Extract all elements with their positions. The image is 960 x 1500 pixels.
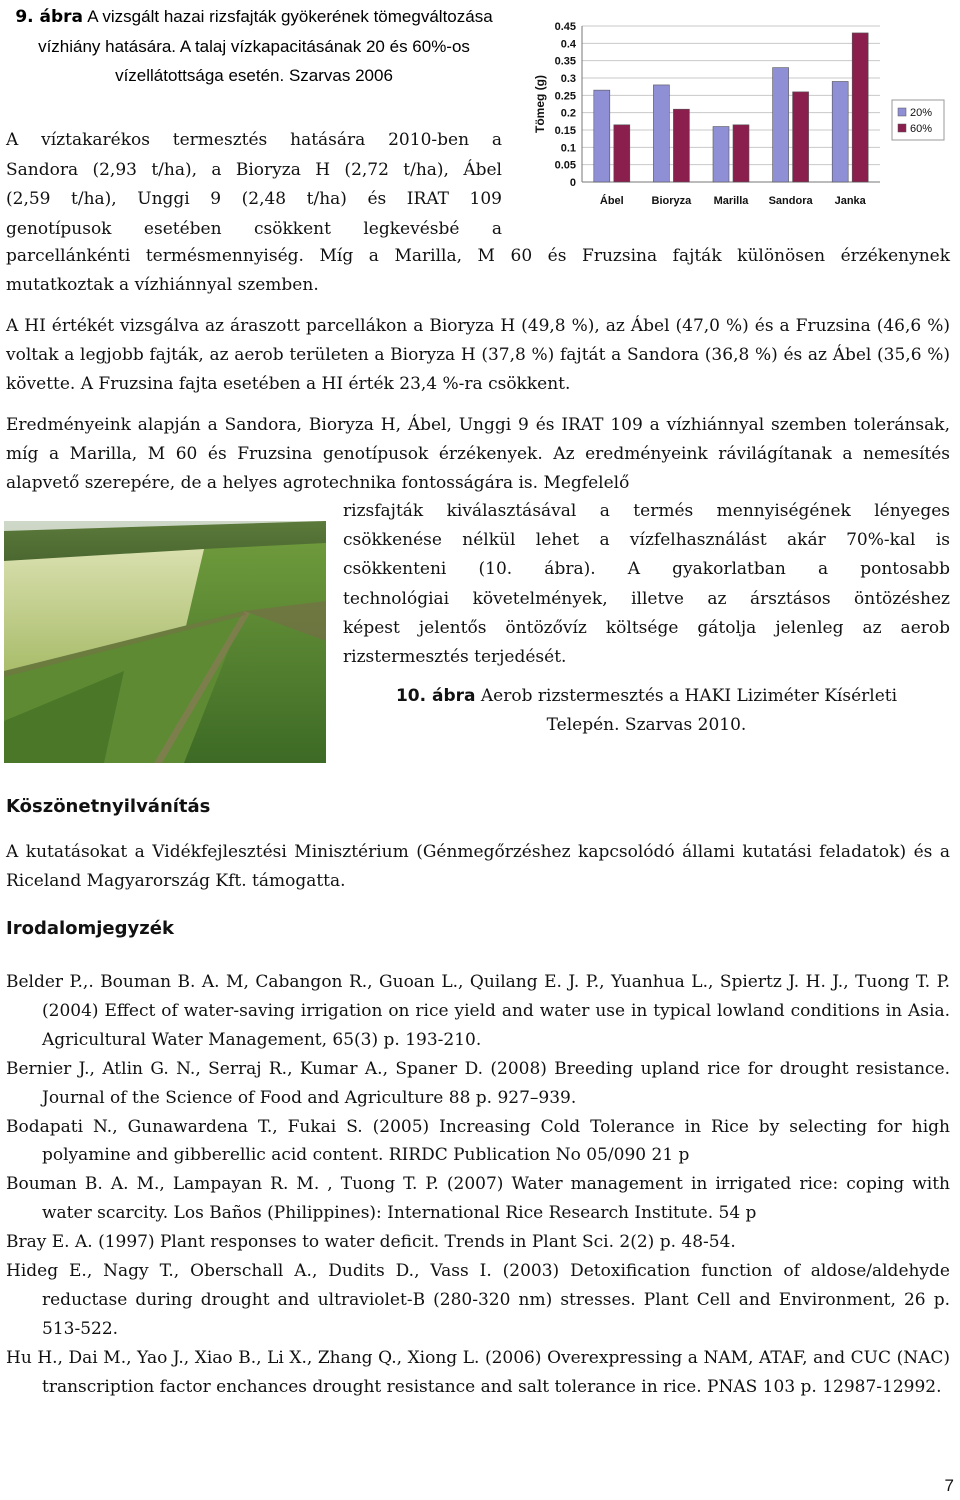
rice-field-photo [4,521,326,763]
bar [713,127,729,182]
legend-swatch [898,108,906,116]
references-heading: Irodalomjegyzék [6,918,174,939]
x-tick-label: Marilla [713,195,749,207]
x-tick-label: Sandora [768,195,813,207]
bar [773,68,789,182]
bar [832,81,848,182]
side-line: képest jelentős öntözővíz költsége gátolja jelenleg az aerob [343,617,950,638]
intro-line: Sandora (2,93 t/ha), a Bioryza H (2,72 t/ha), Ábel [6,159,502,180]
intro-line: genotípusok esetében csökkent legkevésbé a [6,218,502,239]
results-paragraph: Eredményeink alapján a Sandora, Bioryza H, Ábel, Unggi 9 és IRAT 109 a vízhiánnyal szemben toleránsak, míg a Marilla, M 60 és Fruzsina genotípusok érzékenyek. Az eredményeink rávilágítanak a nemesítés alapvető szerepére, de a helyes agrotechnika fontosságára is. Megfelelő [6,415,950,493]
reference-item: Bray E. A. (1997) Plant responses to water deficit. Trends in Plant Sci. 2(2) p. 48-54. [6,1232,736,1253]
bar [852,33,868,182]
y-tick-label: 0.2 [560,107,576,120]
x-tick-label: Bioryza [651,195,692,207]
y-tick-label: 0.35 [554,55,576,68]
bar [733,125,749,182]
x-tick-label: Janka [834,195,866,207]
figure-10-caption-line1: Aerob rizstermesztés a HAKI Liziméter Kísérleti [480,686,898,706]
figure-9-chart [530,18,950,214]
figure-10-caption [343,682,950,740]
legend-swatch [898,124,906,132]
reference-item: Bouman B. A. M., Lampayan R. M. , Tuong T. P. (2007) Water management in irrigated rice: coping with water scarcity. Los Baños (Philippines): International Rice Research Institute. 54 p [6,1174,950,1224]
acknowledgements-text: A kutatásokat a Vidékfejlesztési Minisztérium (Génmegőrzéshez kapcsolódó állami kutatási feladatok) és a Riceland Magyarország Kft. támogatta. [6,842,950,891]
y-tick-label: 0.25 [554,90,576,103]
bar [653,85,669,182]
bar-chart [530,18,950,214]
references-list [6,968,950,1402]
y-tick-label: 0 [569,177,576,189]
y-tick-label: 0.15 [554,125,576,137]
intro-line: (2,59 t/ha), Unggi 9 (2,48 t/ha) és IRAT 109 [6,189,502,209]
legend-label: 60% [910,123,933,135]
figure-9-label: 9. ábra [15,7,84,27]
intro-line: A víztakarékos termesztés hatására 2010-ben a [6,130,502,150]
figure-10-label: 10. ábra [395,686,476,706]
legend-label: 20% [910,107,933,119]
page-number: 7 [944,1476,954,1495]
intro-continuation: parcellánkénti termésmennyiség. Míg a Marilla, M 60 és Fruzsina fajták különösen érzékenynek mutatkoztak a vízhiánnyal szemben. [6,246,950,295]
y-tick-label: 0.3 [560,73,576,85]
y-tick-label: 0.1 [560,142,576,155]
y-tick-label: 0.4 [560,38,576,51]
side-line: rizsfajták kiválasztásával a termés mennyiségének lényeges [343,501,950,521]
y-axis-label: Tömeg (g) [533,75,547,133]
figure-9-caption [4,2,504,90]
y-tick-label: 0.05 [554,159,576,172]
bar [614,125,630,182]
reference-item: Belder P.,. Bouman B. A. M, Cabangon R., Guoan L., Quilang E. J. P., Yuanhua L., Spiertz J. H. J., Tuong T. P. (2004) Effect of water-saving irrigation on rice yield and water use in typical lowland conditions in Asia. Agricultural Water Management, 65(3) p. 193-210. [6,972,950,1050]
reference-item: Hideg E., Nagy T., Oberschall A., Dudits D., Vass I. (2003) Detoxification function of aldose/aldehyde reductase during drought and ultraviolet-B (280-320 nm) stresses. Plant Cell and Environment, 26 p. 513-522. [6,1261,950,1339]
figure-9-caption-text: A vizsgált hazai rizsfajták gyökerének tömegváltozása vízhiány hatására. A talaj vízkapacitásának 20 és 60%-os vízellátottsága esetén. Szarvas 2006 [38,7,493,85]
reference-item: Bodapati N., Gunawardena T., Fukai S. (2005) Increasing Cold Tolerance in Rice by selecting for high polyamine and gibberellic acid content. RIRDC Publication No 05/090 21 p [6,1116,950,1166]
x-tick-label: Ábel [599,195,624,207]
bar [793,92,809,182]
reference-item: Hu H., Dai M., Yao J., Xiao B., Li X., Zhang Q., Xiong L. (2006) Overexpressing a NAM, ATAF, and CUC (NAC) transcription factor enchances drought resistance and salt tolerance in rice. PNAS 103 p. 12987-12992. [6,1347,950,1397]
figure-10-caption-line2: Telepén. Szarvas 2010. [546,715,747,735]
acknowledgements-heading: Köszönetnyilvánítás [6,796,211,817]
reference-item: Bernier J., Atlin G. N., Serraj R., Kumar A., Spaner D. (2008) Breeding upland rice for drought resistance. Journal of the Science of Food and Agriculture 88 p. 927–939. [6,1058,950,1108]
side-line: rizstermesztés terjedését. [343,647,567,668]
side-paragraph [343,497,950,672]
side-line: technológiai követelmények, illetve az ársztásos öntözéshez [343,588,950,609]
y-tick-label: 0.45 [554,21,576,33]
side-line: csökkenése nélkül lehet a vízfelhasználást akár 70%-kal is [343,530,950,551]
bar [594,90,610,182]
bar [673,109,689,182]
hi-paragraph: A HI értékét vizsgálva az áraszott parcellákon a Bioryza H (49,8 %), az Ábel (47,0 %) és a Fruzsina (46,6 %) voltak a legjobb fajták, az aerob területen a Bioryza H (37,8 %) fajtát a Sandora (36,8 %) és az Ábel (35,6 %) követte. A Fruzsina fajta esetében a HI érték 23,4 %-ra csökkent. [6,316,950,394]
intro-paragraph [6,126,502,244]
side-line: csökkenteni (10. ábra). A gyakorlatban a pontosabb [343,559,950,580]
